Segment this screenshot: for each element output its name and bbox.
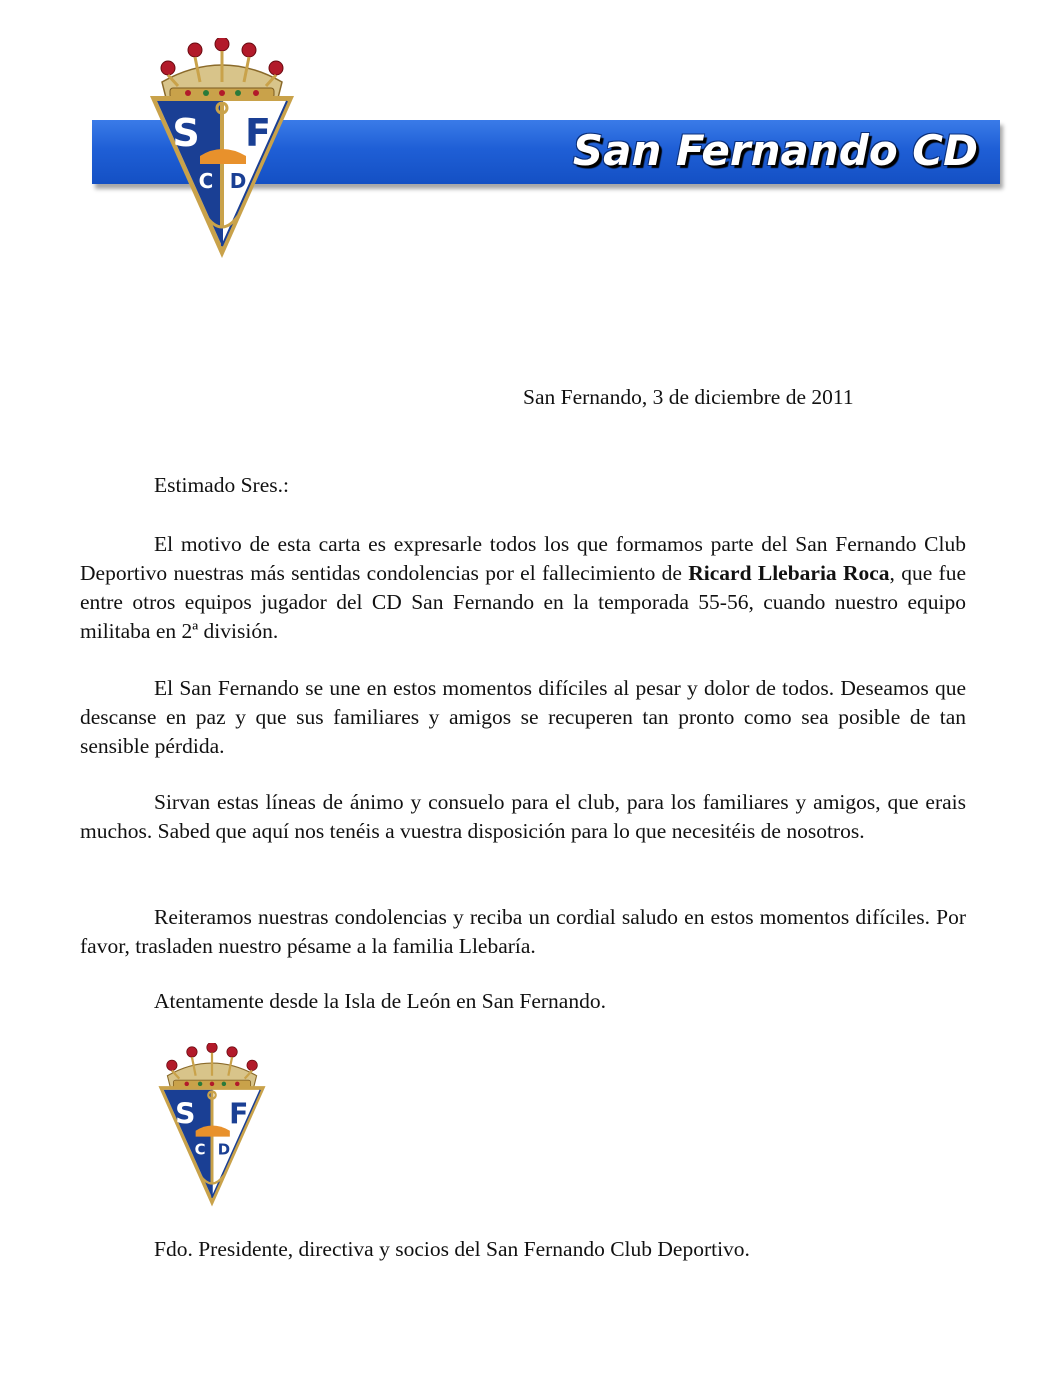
crest-letter-d: D xyxy=(217,1140,231,1159)
crest-letter-f: F xyxy=(245,111,271,155)
letter-signature: Fdo. Presidente, directiva y socios del San Fernando Club Deportivo. xyxy=(154,1237,750,1261)
crest-letter-c: C xyxy=(194,1140,206,1159)
crest-letter-s: S xyxy=(175,1097,196,1131)
signature-crest-logo xyxy=(157,1043,267,1208)
club-crest-logo xyxy=(148,38,296,260)
letter-date: San Fernando, 3 de diciembre de 2011 xyxy=(523,385,854,409)
club-name-title: San Fernando CD xyxy=(572,126,978,175)
crest-letter-s: S xyxy=(172,111,200,155)
crest-letter-d: D xyxy=(229,169,247,193)
paragraph-3 xyxy=(80,788,966,846)
paragraph-4-text: Reiteramos nuestras condolencias y reciba un cordial saludo en estos momentos difíciles. Por favor, trasladen nuestro pésame a la familia Llebaría. xyxy=(80,905,966,958)
crest-letter-c: C xyxy=(198,169,214,193)
paragraph-1 xyxy=(80,530,966,646)
paragraph-1-rest: , que fue entre otros equipos jugador del CD San Fernando en la temporada 55-56, cuando nuestro equipo militaba en 2ª división. xyxy=(80,561,966,643)
paragraph-3-text: Sirvan estas líneas de ánimo y consuelo para el club, para los familiares y amigos, que erais muchos. Sabed que aquí nos tenéis a vuestra disposición para lo que necesitéis de nosotros. xyxy=(80,790,966,843)
crown-icon xyxy=(161,38,283,98)
paragraph-2-text: El San Fernando se une en estos momentos difíciles al pesar y dolor de todos. Deseamos que descanse en paz y que sus familiares y amigos se recuperen tan pronto como sea posible de tan sensible pérdida. xyxy=(80,676,966,758)
letter-closing: Atentamente desde la Isla de León en San Fernando. xyxy=(154,989,606,1013)
paragraph-2 xyxy=(80,674,966,761)
paragraph-1-intro: El motivo de esta carta es expresarle todos los que formamos parte del San Fernando Club Deportivo nuestras más sentidas condolencias por el fallecimiento de xyxy=(80,532,966,585)
deceased-name: Ricard Llebaria Roca xyxy=(688,561,890,585)
crest-letter-f: F xyxy=(229,1097,249,1131)
paragraph-4 xyxy=(80,903,966,961)
letter-greeting: Estimado Sres.: xyxy=(154,473,289,497)
